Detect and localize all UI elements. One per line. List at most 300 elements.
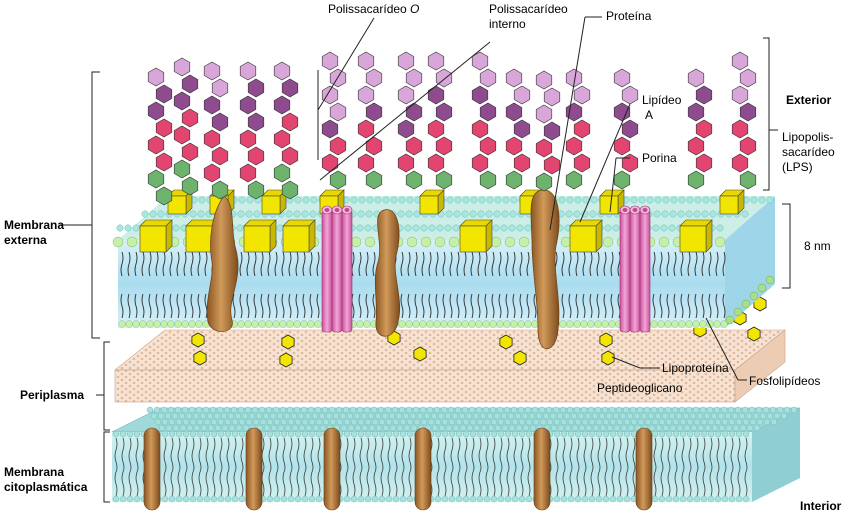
lipid-head [249,413,255,419]
lipid-head [589,431,595,437]
lipid-head [117,225,123,231]
lps-sugar [696,86,712,104]
lipid-head [652,419,658,425]
lipid-head [540,419,546,425]
lipid-head [193,413,199,419]
lipoprotein [280,353,292,367]
lipid-head [736,431,742,437]
lipid-head [302,419,308,425]
lipid-head [386,496,392,502]
lipid-head [758,284,766,292]
lipid-head [501,413,507,419]
lipid-head [238,211,244,217]
lipid-head [428,419,434,425]
lipid-head [211,496,217,502]
lipid-head [483,321,490,328]
lps-sugar [398,154,414,172]
lipid-head [733,425,739,431]
lipid-head [497,407,503,413]
lipid-head [705,425,711,431]
lipid-head [512,496,518,502]
lipid-head [365,496,371,502]
lps-sugar [732,154,748,172]
lipid-head [125,225,131,231]
lipid-head [344,496,350,502]
lipid-head [470,431,476,437]
lipid-head [511,321,518,328]
lipid-head [379,431,385,437]
lipid-head [190,431,196,437]
lipid-head [708,496,714,502]
lipid-head [232,496,238,502]
lipid-a [600,196,618,214]
lipid-head [224,407,230,413]
lipid-head [182,407,188,413]
lipid-head [448,407,454,413]
lps-sugar [406,171,422,189]
lipid-head [254,211,260,217]
lipid-head [473,413,479,419]
lps-sugar [436,137,452,155]
lipid-head [734,308,742,316]
lps-sugar [398,86,414,104]
lipid-head [791,407,797,413]
lipid-head [648,413,654,419]
lipid-head [477,419,483,425]
lipid-head [491,496,497,502]
lipid-head [176,431,182,437]
lipid-head [603,496,609,502]
lipid-head [759,197,765,203]
lipid-head [452,413,458,419]
lipid-head [259,407,265,413]
lipid-head [151,413,157,419]
lipid-head [687,496,693,502]
lipid-head [651,407,657,413]
lipid-head [519,237,529,247]
lipid-head [354,413,360,419]
lipid-head [743,431,749,437]
lipid-head [446,425,452,431]
lipid-head [456,419,462,425]
lipid-head [638,419,644,425]
lipid-head [237,225,243,231]
lipid-head [260,419,266,425]
label-porina: Porina [642,151,677,165]
lps-sugar [428,86,444,104]
lipid-head [189,321,196,328]
lipid-head [375,197,381,203]
lipid-head [421,237,431,247]
lps-sugar [398,120,414,138]
lps-sugar [614,137,630,155]
lipid-head [568,431,574,437]
lipid-head [526,496,532,502]
lipid-head [347,413,353,419]
lipid-head [351,237,361,247]
lipid-head [397,425,403,431]
lipid-head [609,321,616,328]
lipid-head [343,407,349,413]
lipid-head [651,321,658,328]
lps-sugar [406,137,422,155]
lps-sugar [174,160,190,178]
lipid-head [613,413,619,419]
lipid-head [295,419,301,425]
lipid-head [624,431,630,437]
lipid-head [666,431,672,437]
lipid-head [239,197,245,203]
lipid-head [560,407,566,413]
lipid-head [603,431,609,437]
lipid-head [701,431,707,437]
lipid-head [641,413,647,419]
lipid-head [365,237,375,247]
lipid-head [684,425,690,431]
lipid-head [756,407,762,413]
lps-sugar [732,86,748,104]
lipid-head [582,419,588,425]
lipid-head [659,496,665,502]
lps-sugar [506,103,522,121]
lps-sugar [366,171,382,189]
lipid-head [479,197,485,203]
lipid-head [407,419,413,425]
lipid-head [169,496,175,502]
lps-sugar [536,71,552,89]
lipid-head [357,321,364,328]
lipid-head [453,225,459,231]
lipid-head [155,419,161,425]
lps-sugar [322,154,338,172]
lipid-head [680,431,686,437]
lipid-head [609,407,615,413]
lipid-head [449,237,459,247]
lipid-head [405,225,411,231]
lipid-head [403,413,409,419]
lipid-head [484,431,490,437]
lps-sugar [566,171,582,189]
lipid-head [320,425,326,431]
lipid-head [281,419,287,425]
lps-sugar [436,171,452,189]
lipid-head [173,225,179,231]
label-membrana-externa-1: Membrana [4,218,65,232]
lipid-head [553,407,559,413]
lipid-head [142,211,148,217]
lipid-head [532,407,538,413]
lps-sugar [212,147,228,165]
lps-sugar [696,120,712,138]
lps-sugar [282,147,298,165]
lipoprotein [748,327,760,341]
lipid-head [666,496,672,502]
lipid-head [781,413,787,419]
lipid-head [455,407,461,413]
label-membrana-externa-2: externa [4,233,47,247]
label-lipoproteina: Lipoproteína [662,361,729,375]
lipid-head [150,211,156,217]
lipid-head [190,419,196,425]
lipid-head [505,419,511,425]
lipid-head [259,321,266,328]
lipid-head [493,225,499,231]
lipid-head [229,425,235,431]
lipid-head [127,237,137,247]
lipid-head [190,211,196,217]
lipid-head [574,407,580,413]
lps-sugar [614,69,630,87]
lipid-head [333,413,339,419]
lipid-head [575,419,581,425]
lipid-head [539,407,545,413]
lipid-head [277,413,283,419]
lipid-head [315,407,321,413]
lipid-head [218,431,224,437]
lipid-head [396,413,402,419]
lipid-head [168,407,174,413]
lipid-head [424,413,430,419]
lipid-head [239,496,245,502]
lipid-head [654,211,660,217]
lps-sugar [148,170,164,188]
lipid-head [441,321,448,328]
membrane-protein [415,428,431,510]
lipid-head [180,425,186,431]
lipid-head [463,197,469,203]
lipid-head [742,211,748,217]
lipid-head [722,431,728,437]
lipid-head [649,425,655,431]
lps-sugar [574,120,590,138]
label-polissacarideo-o: Polissacarídeo O [328,2,420,16]
lipid-head [351,496,357,502]
lipid-head [523,425,529,431]
lipid-head [694,211,700,217]
label-fosfolipideos: Fosfolipídeos [749,374,821,388]
lipid-head [442,419,448,425]
lipid-head [308,407,314,413]
lipid-head [502,425,508,431]
lipid-head [658,321,665,328]
lipid-head [700,321,707,328]
lipid-head [435,496,441,502]
lipid-head [607,425,613,431]
lipid-head [678,211,684,217]
lipid-head [438,413,444,419]
lipid-head [169,419,175,425]
label-membrana-cito-1: Membrana [4,465,65,479]
lipid-head [372,496,378,502]
lipid-head [281,431,287,437]
lipid-head [602,407,608,413]
lipid-head [673,496,679,502]
lipid-head [198,211,204,217]
lipid-head [739,413,745,419]
lipid-head [767,197,773,203]
lipoprotein [600,333,612,347]
lipoprotein [192,333,204,347]
lipid-head [490,321,497,328]
lps-sugar [506,171,522,189]
lipid-head [718,413,724,419]
lipid-head [256,413,262,419]
lps-sugar [156,153,172,171]
lps-sugar [472,86,488,104]
membrane-protein [144,428,160,510]
lipid-head [344,419,350,425]
lipid-head [721,407,727,413]
lps-sugar [480,103,496,121]
lipid-head [645,419,651,425]
lipid-head [295,431,301,437]
lipid-head [757,419,763,425]
lipid-head [211,419,217,425]
lipid-head [399,321,406,328]
lipid-head [677,425,683,431]
lipid-head [359,197,365,203]
lipid-head [154,321,161,328]
lipid-head [575,197,581,203]
lipid-head [288,419,294,425]
lipid-head [617,431,623,437]
lps-sugar [358,86,374,104]
lipid-head [294,407,300,413]
lipid-head [277,225,283,231]
lipid-head [351,419,357,425]
lipid-head [134,431,140,437]
lipid-head [375,413,381,419]
lipid-head [593,425,599,431]
lipid-head [462,211,468,217]
lipid-head [235,413,241,419]
lipid-head [565,425,571,431]
lipid-head [732,413,738,419]
lps-sugar [182,75,198,93]
lipid-head [228,413,234,419]
lps-sugar [330,137,346,155]
lipid-head [183,431,189,437]
lipid-head [432,425,438,431]
lipid-head [693,407,699,413]
lipid-head [301,321,308,328]
lipid-head [659,237,669,247]
lipid-head [222,425,228,431]
lipid-head [203,407,209,413]
lipid-head [536,413,542,419]
lipid-head [456,431,462,437]
lipid-head [663,197,669,203]
lipid-head [726,316,734,324]
lps-sugar [358,154,374,172]
lipid-head [267,419,273,425]
lps-sugar [366,103,382,121]
lps-sugar [248,147,264,165]
lipid-head [292,425,298,431]
lipid-head [267,431,273,437]
lipid-head [455,321,462,328]
lipid-head [504,321,511,328]
lps-sugar [428,154,444,172]
lps-sugar [174,58,190,76]
lipid-head [498,431,504,437]
lps-sugar [274,62,290,80]
lipid-head [564,413,570,419]
lipid-head [695,197,701,203]
lipid-head [406,407,412,413]
lipid-head [316,496,322,502]
lipid-head [543,413,549,419]
lipid-head [400,496,406,502]
lipid-head [715,419,721,425]
lps-sugar [366,69,382,87]
lipid-head [763,407,769,413]
lipid-head [189,407,195,413]
lps-sugar [204,96,220,114]
lipid-head [623,407,629,413]
lipid-head [714,407,720,413]
label-proteina: Proteína [606,9,652,23]
lipid-head [589,419,595,425]
lipid-head [355,425,361,431]
lipid-head [588,407,594,413]
lipid-head [190,496,196,502]
lipid-head [274,431,280,437]
lipid-head [357,407,363,413]
lipid-head [519,419,525,425]
lipid-head [147,321,154,328]
lipid-head [175,407,181,413]
lipid-head [691,425,697,431]
lipid-head [656,425,662,431]
lipid-head [624,496,630,502]
lipid-head [518,407,524,413]
lps-sugar [204,62,220,80]
lipid-head [186,413,192,419]
lipid-head [309,431,315,437]
lps-sugar [472,154,488,172]
lipid-head [557,413,563,419]
lipid-head [673,431,679,437]
lipid-head [647,197,653,203]
lipid-head [746,413,752,419]
lipid-a [680,226,706,252]
lipid-head [281,496,287,502]
lipid-head [372,419,378,425]
lipid-head [245,407,251,413]
lps-sugar [274,130,290,148]
lps-sugar [330,103,346,121]
lipoprotein [282,335,294,349]
lps-sugar [428,52,444,70]
lps-sugar [240,62,256,80]
lps-sugar [480,69,496,87]
lipid-head [120,431,126,437]
lipid-head [173,425,179,431]
lipid-head [306,425,312,431]
lipid-head [264,425,270,431]
lipid-head [505,237,515,247]
lipid-head [330,419,336,425]
lipid-head [460,425,466,431]
lipid-head [717,225,723,231]
label-exterior: Exterior [786,93,832,107]
lps-sugar [366,137,382,155]
lps-sugar [358,52,374,70]
lipid-head [407,197,413,203]
lps-sugar [398,52,414,70]
lipid-a [244,226,270,252]
